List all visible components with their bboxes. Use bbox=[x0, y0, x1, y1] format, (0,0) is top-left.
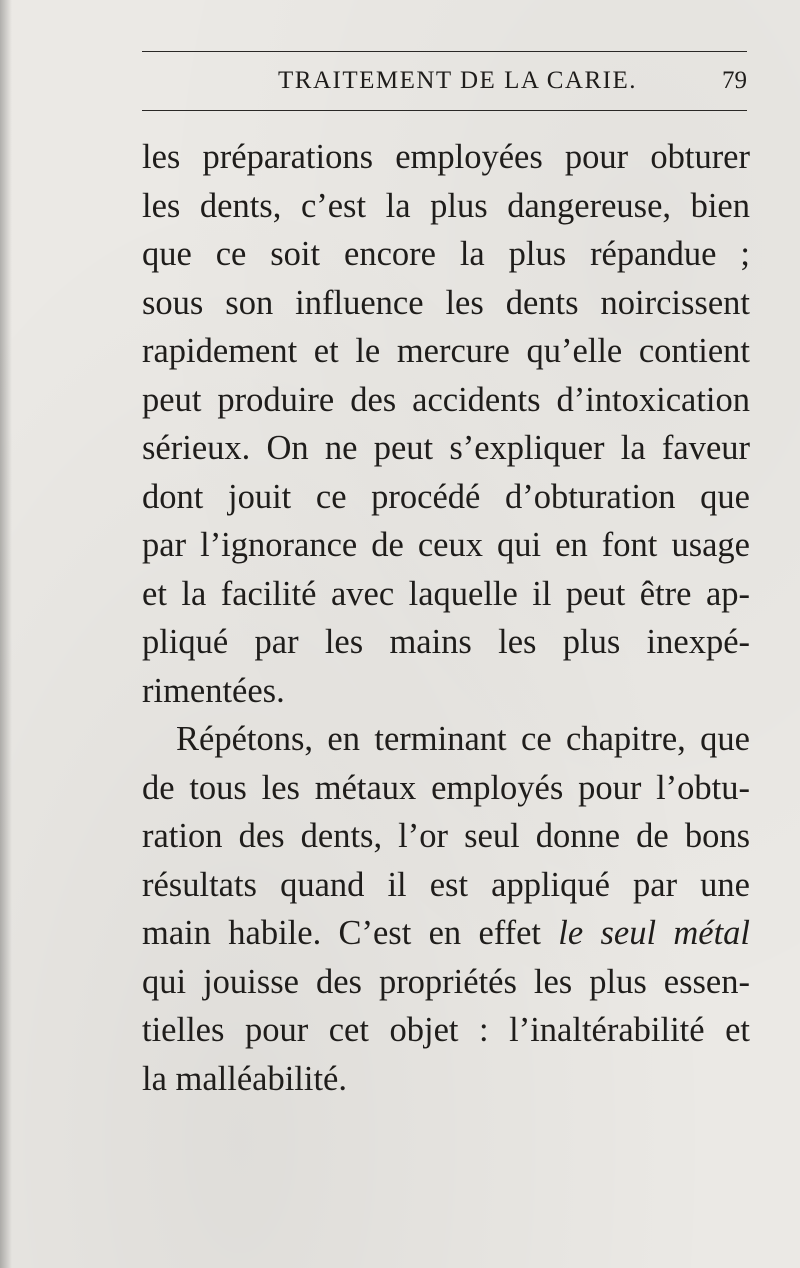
text-line: et la facilité avec laquelle il peut être ap- bbox=[142, 574, 750, 613]
text-line: les préparations employées pour obturer bbox=[142, 138, 750, 176]
text-line: pliqué par les mains les plus inexpé- bbox=[142, 623, 750, 661]
text-line: rimentées. bbox=[142, 671, 285, 710]
text-line-with-emphasis bbox=[142, 909, 750, 958]
paragraph-1 bbox=[142, 133, 750, 715]
running-title: TRAITEMENT DE LA CARIE. bbox=[278, 67, 638, 94]
text-line: que ce soit encore la plus répandue ; bbox=[142, 235, 750, 273]
text-line: par l’ignorance de ceux qui en font usage bbox=[142, 526, 750, 564]
text-line: résultats quand il est appliqué par une bbox=[142, 865, 750, 904]
text-line: Répétons, en terminant ce chapitre, que bbox=[176, 720, 750, 758]
text-line: sous son influence les dents noircissent bbox=[142, 283, 750, 322]
header-bottom-rule bbox=[142, 110, 747, 111]
text-line: dont jouit ce procédé d’obturation que bbox=[142, 477, 750, 516]
header-top-rule bbox=[142, 51, 747, 52]
text-line: peut produire des accidents d’intoxication bbox=[142, 380, 750, 419]
text-line: qui jouisse des propriétés les plus essen- bbox=[142, 962, 750, 1001]
text-fragment: main habile. C’est en effet bbox=[142, 914, 559, 952]
text-line: les dents, c’est la plus dangereuse, bien bbox=[142, 186, 750, 225]
text-line: de tous les métaux employés pour l’obtu- bbox=[142, 768, 750, 807]
page-gutter-shadow bbox=[0, 0, 12, 1268]
text-line: ration des dents, l’or seul donne de bons bbox=[142, 817, 750, 855]
text-body bbox=[142, 133, 750, 1103]
paragraph-2 bbox=[142, 715, 750, 1103]
text-line: sérieux. On ne peut s’expliquer la faveur bbox=[142, 429, 750, 467]
text-line: tielles pour cet objet : l’inaltérabilité et bbox=[142, 1011, 750, 1049]
text-line: rapidement et le mercure qu’elle contient bbox=[142, 332, 750, 370]
page-number: 79 bbox=[722, 67, 747, 94]
emphasis-text: le seul métal bbox=[558, 914, 750, 952]
text-line: la malléabilité. bbox=[142, 1059, 347, 1098]
running-head bbox=[142, 64, 747, 98]
